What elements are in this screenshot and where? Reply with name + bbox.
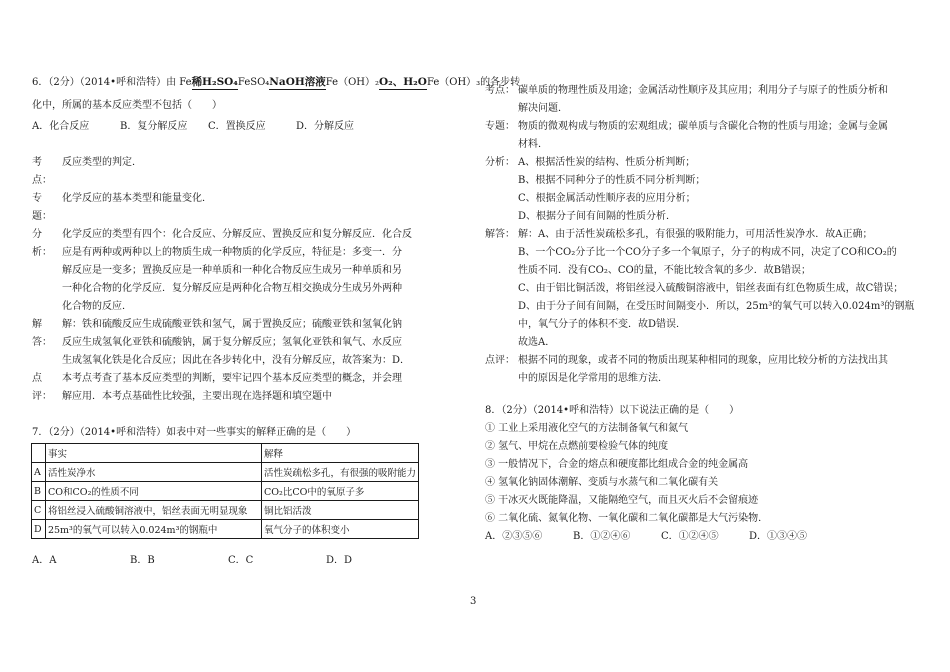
q6-kaodian: 反应类型的判定．	[62, 157, 142, 168]
table-cell: CO和CO₂的性质不同	[45, 482, 261, 501]
q6-zhuanti-label: 专 题：	[32, 193, 52, 222]
q6-options	[32, 121, 354, 133]
table-cell: A	[32, 463, 46, 482]
list-item: ⑥ 二氧化硫、氮氧化物、一氧化碳和二氧化碳都是大气污染物．	[485, 513, 769, 524]
page-number: 3	[470, 596, 477, 607]
q6-jieda: 解：铁和硫酸反应生成硫酸亚铁和氢气，属于置换反应；硫酸亚铁和氢氧化钠 反应生成氢氧化亚铁和硫酸钠，属于复分解反应；氢氧化亚铁和氧气、水反应 生成氢氧化铁是化合反应；因此在各步转化中，没有分解反应，故答案为：D．	[62, 319, 411, 366]
q6-zhuanti: 化学反应的基本类型和能量变化．	[62, 193, 212, 204]
table-cell: 将铝丝浸入硫酸铜溶液中，铝丝表面无明显现象	[45, 501, 261, 520]
q8-option-d[interactable]: D．①③④⑤	[749, 531, 808, 542]
q7-option-a[interactable]: A．A	[32, 555, 57, 566]
table-header-cell: 事实	[45, 444, 261, 463]
q6-reagent-1: 稀H₂SO₄	[191, 76, 238, 88]
table-row	[32, 463, 419, 482]
q6-dianping: 本考点考查了基本反应类型的判断，要牢记四个基本反应类型的概念，并会理 解应用．本考点基础性比较强，主要出现在选择题和填空题中	[62, 373, 402, 402]
q8-option-c[interactable]: C．①②④⑤	[661, 531, 719, 542]
q6-fenxi-label: 分 析：	[32, 229, 52, 258]
q7-dianping: 根据不同的现象，或者不同的物质出现某种相同的现象，应用比较分析的方法找出其 中的原因是化学常用的思维方法．	[518, 355, 888, 384]
q6-header	[32, 76, 520, 89]
q7-jieda: 解：A、由于活性炭疏松多孔，有很强的吸附能力，可用活性炭净水．故A正确； B、一个CO₂分子比一个CO分子多一个氧原子，分子的构成不同，决定了CO和CO₂的 性质不同．没有CO₂、CO的量，不能比较含氧的多少．故B错误； C、由于铝比铜活泼，将铝丝浸入硫酸铜溶液中，铝丝表面有红色物质生成，故C错误； D、由于分子间有间隔，在受压时间隔变小．所以，25m³的氧气可以转入0.024m³的钢瓶 中，氧气分子的体积不变．故D错误． 故选A．	[518, 229, 915, 348]
q6-option-c[interactable]: C．置换反应	[208, 121, 266, 132]
q6-option-d[interactable]: D．分解反应	[296, 121, 355, 132]
table-cell: B	[32, 482, 46, 501]
q7-options	[32, 555, 352, 567]
q7-zhuanti-label: 专题：	[485, 121, 515, 132]
q6-option-b[interactable]: B．复分解反应	[120, 121, 188, 132]
q6-dianping-label: 点 评：	[32, 373, 52, 402]
table-cell: 25m³的氧气可以转入0.024m³的钢瓶中	[45, 520, 261, 539]
q8-option-b[interactable]: B．①②④⑥	[573, 531, 631, 542]
table-row	[32, 482, 419, 501]
q6-reagent-2: NaOH溶液	[269, 76, 326, 88]
q7-option-c[interactable]: C．C	[228, 555, 254, 566]
list-item: ② 氢气、甲烷在点燃前要检验气体的纯度	[485, 441, 669, 452]
table-header-cell	[32, 444, 46, 463]
table-row	[32, 520, 419, 539]
q7-option-b[interactable]: B．B	[130, 555, 155, 566]
q8-items	[485, 420, 768, 528]
q6-line2: 化中，所属的基本反应类型不包括（ ）	[32, 100, 222, 111]
q7-header: 7．（2分）（2014•呼和浩特）如表中对一些事实的解释正确的是（ ）	[32, 427, 357, 438]
q7-kaodian-label: 考点：	[485, 85, 515, 96]
q7-dianping-label: 点评：	[485, 355, 515, 366]
q6-reagent-3: O₂、H₂O	[379, 76, 427, 88]
list-item: ③ 一般情况下，合金的熔点和硬度都比组成合金的纯金属高	[485, 459, 749, 470]
table-cell: 氧气分子的体积变小	[261, 520, 418, 539]
table-cell: 铜比铝活泼	[261, 501, 418, 520]
q7-kaodian: 碳单质的物理性质及用途；金属活动性顺序及其应用；利用分子与原子的性质分析和 解决问题．	[518, 85, 888, 114]
q8-options	[485, 531, 807, 543]
table-cell: CO₂比CO中的氧原子多	[261, 482, 418, 501]
table-header-row	[32, 444, 419, 463]
q6-product-2: Fe（OH）₂	[325, 77, 380, 88]
q6-jieda-label: 解 答：	[32, 319, 52, 348]
q6-product-3: Fe（OH）₃的各步转	[426, 77, 521, 88]
list-item: ④ 氢氧化钠固体潮解、变质与水蒸气和二氧化碳有关	[485, 477, 719, 488]
list-item: ⑤ 干冰灭火既能降温，又能隔绝空气，而且灭火后不会留痕迹	[485, 495, 759, 506]
q6-head-num: 6．（2分）（2014•呼和浩特）由 Fe	[32, 77, 192, 88]
table-row	[32, 501, 419, 520]
q8-header: 8．（2分）（2014•呼和浩特）以下说法正确的是（ ）	[485, 405, 740, 416]
q8-option-a[interactable]: A．②③⑤⑥	[485, 531, 543, 542]
table-header-cell: 解释	[261, 444, 418, 463]
table-cell: D	[32, 520, 46, 539]
q7-jieda-label: 解答：	[485, 229, 515, 240]
q7-fenxi-label: 分析：	[485, 157, 515, 168]
list-item: ① 工业上采用液化空气的方法制备氧气和氮气	[485, 423, 689, 434]
q6-option-a[interactable]: A．化合反应	[32, 121, 90, 132]
q6-fenxi: 化学反应的类型有四个：化合反应、分解反应、置换反应和复分解反应．化合反 应是有两种或两种以上的物质生成一种物质的化学反应，特征是：多变一．分 解反应是一变多；置换反应是一种单质和一种化合物反应生成另一种单质和另 一种化合物的化学反应．复分解反应是两种化合物互相交换成分生成另外两种 化合物的反应．	[62, 229, 412, 312]
table-cell: 活性炭疏松多孔，有很强的吸附能力	[261, 463, 418, 482]
table-cell: C	[32, 501, 46, 520]
q7-option-d[interactable]: D．D	[326, 555, 353, 566]
q7-facts-table	[31, 443, 419, 539]
q7-zhuanti: 物质的微观构成与物质的宏观组成；碳单质与含碳化合物的性质与用途；金属与金属 材料．	[518, 121, 888, 150]
q6-kaodian-label: 考 点：	[32, 157, 52, 186]
table-cell: 活性炭净水	[45, 463, 261, 482]
q6-product-1: FeSO₄	[237, 77, 270, 88]
q7-fenxi: A、根据活性炭的结构、性质分析判断； B、根据不同种分子的性质不同分析判断； C、根据金属活动性顺序表的应用分析； D、根据分子间有间隔的性质分析．	[518, 157, 706, 222]
